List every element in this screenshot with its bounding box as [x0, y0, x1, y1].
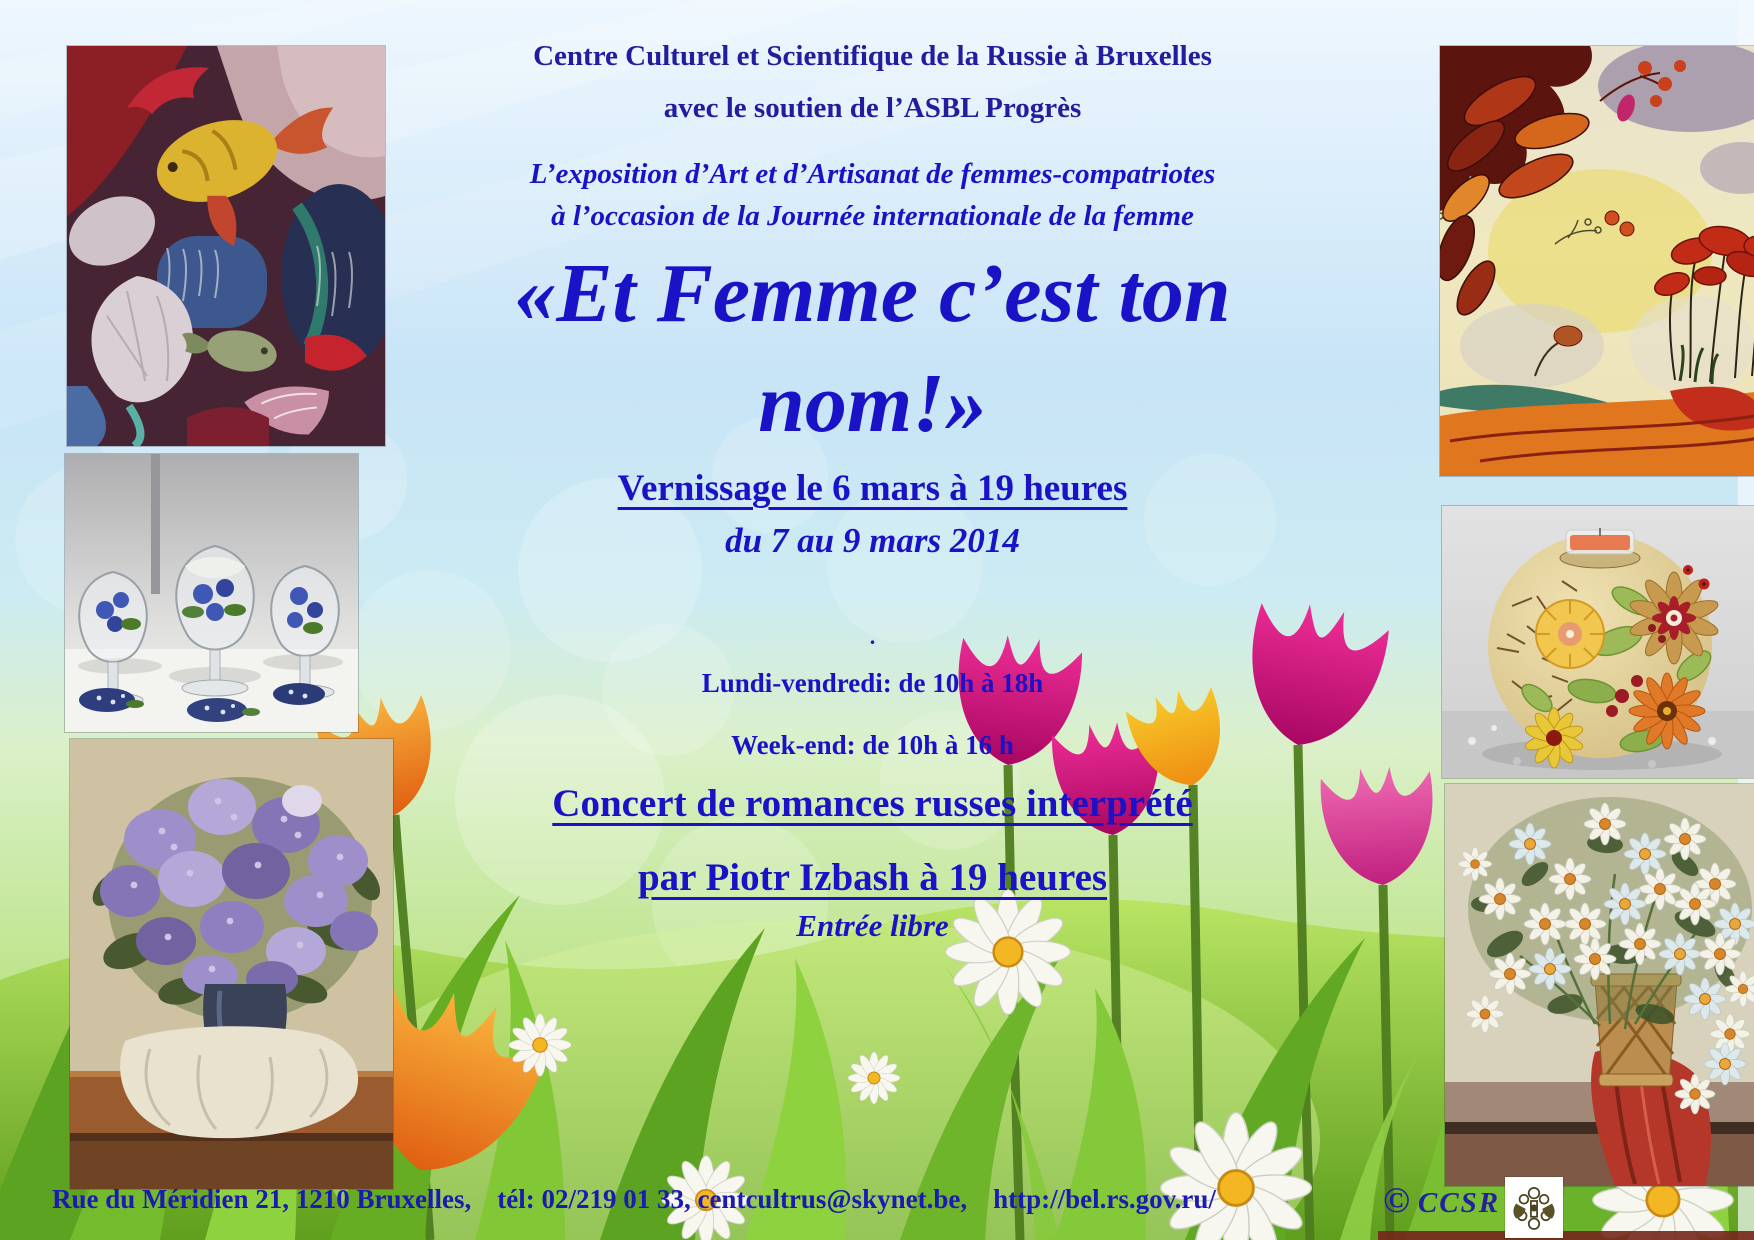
exposition-line-2: à l’occasion de la Journée internationale de la femme — [551, 200, 1194, 232]
poster-title-line-1: «Et Femme c’est ton — [514, 247, 1231, 340]
artwork-painted-glasses-photo — [65, 454, 358, 732]
vernissage-line: Vernissage le 6 mars à 19 heures — [617, 468, 1128, 509]
concert-line-1: Concert de romances russes interprété — [552, 782, 1193, 825]
free-admission-line: Entrée libre — [796, 908, 949, 943]
yellow-puff-flower — [1536, 600, 1604, 668]
website-url: http://bel.rs.gov.ru/ — [993, 1184, 1216, 1214]
address-text: Rue du Méridien 21, 1210 Bruxelles, — [52, 1184, 472, 1214]
ccsr-emblem-logo — [1505, 1177, 1563, 1238]
poster-title-line-2: nom!» — [758, 357, 987, 450]
artwork-batik-poppies-painting — [1440, 46, 1754, 476]
concert-line-2: par Piotr Izbash à 19 heures — [637, 856, 1108, 899]
copyright-notice — [1383, 1179, 1500, 1221]
exhibition-dates: du 7 au 9 mars 2014 — [725, 521, 1020, 560]
opening-hours-weekend: Week-end: de 10h à 16 h — [731, 730, 1014, 760]
phone-email-text: tél: 02/219 01 33, centcultrus@skynet.be, — [497, 1184, 968, 1214]
artwork-batik-fish-painting — [67, 46, 385, 446]
separator-dot: . — [869, 624, 876, 649]
opening-hours-weekdays: Lundi-vendredi: de 10h à 18h — [701, 668, 1044, 698]
artwork-daisies-cross-stitch — [1445, 784, 1754, 1186]
copyright-symbol: © — [1383, 1180, 1410, 1220]
exposition-line-1: L’exposition d’Art et d’Artisanat de femmes-compatriotes — [529, 158, 1216, 190]
organizer-line-1: Centre Culturel et Scientifique de la Russie à Bruxelles — [533, 40, 1212, 72]
artwork-decorated-sphere-candle-holder — [1442, 506, 1754, 778]
copyright-org: CCSR — [1417, 1187, 1501, 1219]
contact-line — [52, 1184, 1216, 1215]
organizer-line-2: avec le soutien de l’ASBL Progrès — [663, 92, 1082, 124]
